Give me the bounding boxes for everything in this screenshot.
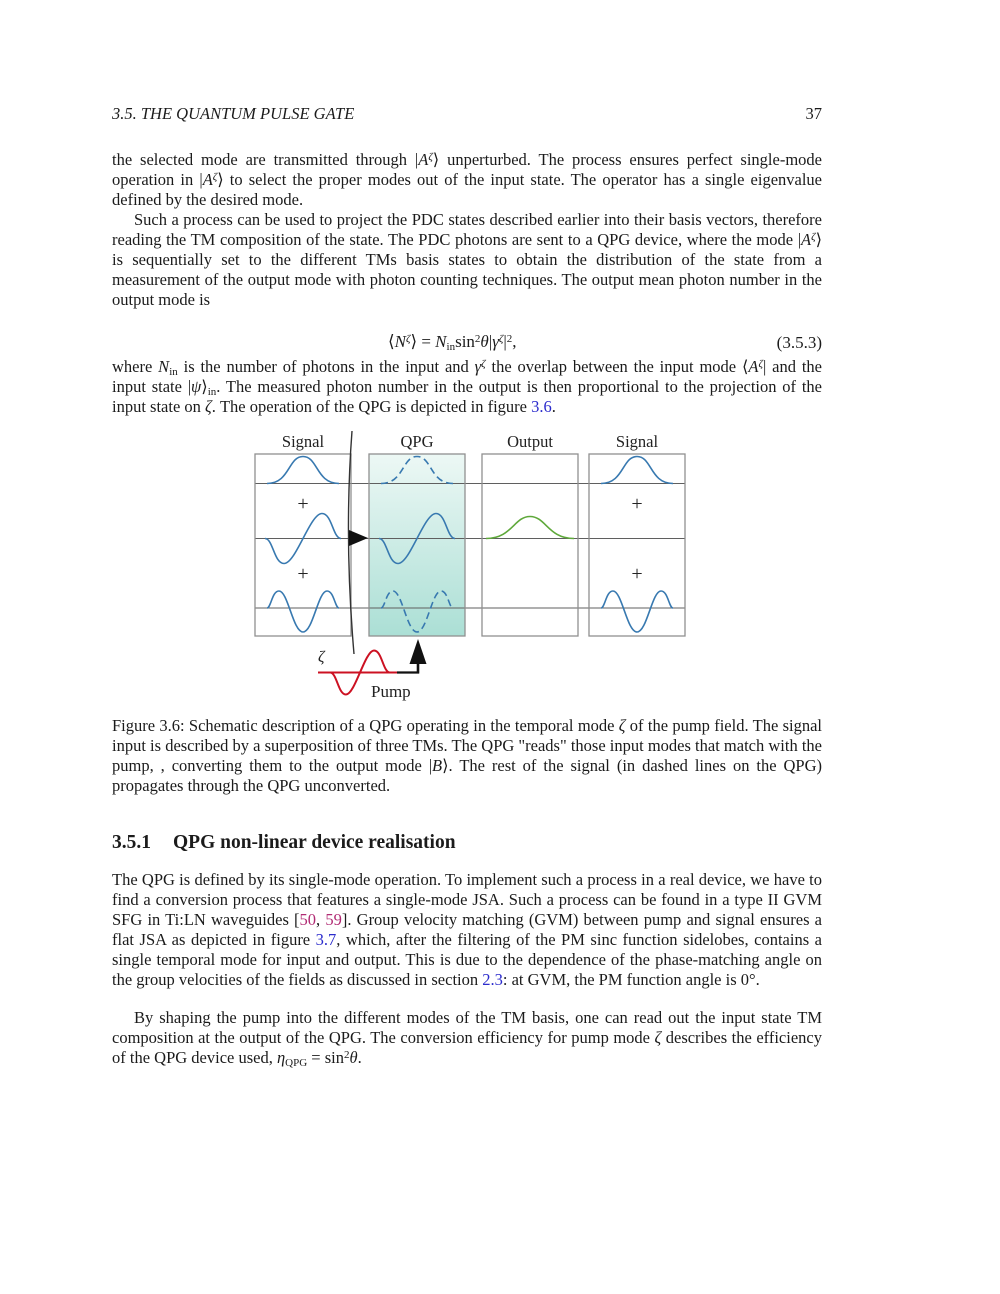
text-segment: ζ [811,230,816,243]
text-segment: A [801,229,812,249]
text-segment: The QPG is defined by its single-mode operation. To implement such a process in a real device, we have to find a conversion process that features a single-mode JSA. Such a process can be found in a type II GVM SFG in Ti:LN waveguides [ [112,870,822,929]
text-segment: describes the efficiency of the QPG device used, [112,1027,822,1067]
text-segment: in [207,385,217,398]
text-segment: N [158,357,170,376]
paragraph-5 [112,1008,822,1068]
text-segment: of the pump field. The signal input is described by a superposition of three TMs. The QPG "reads" those input modes that match with the pump, , converting them to the output mode | [112,716,822,775]
text-segment: . The measured photon number in the output is then proportional to the projection of the input state on [112,376,822,416]
panel-label-qpg: QPG [400,432,434,451]
text-segment: : at GVM, the PM function angle is 0°. [502,969,760,989]
text-segment: A [202,169,213,189]
text-segment: where [112,357,159,376]
pump-diagram [318,639,427,701]
output-waveform-green [486,517,574,539]
pump-arrowhead-icon [410,639,427,664]
hg2-waveform-input [267,591,339,632]
panel-label-signal-out: Signal [615,432,659,451]
pump-label: Pump [371,682,411,701]
text-segment: is the number of photons in the input and [177,357,475,376]
cross-reference-link[interactable]: 3.6 [531,396,552,416]
text-segment: the selected mode are transmitted through | [112,150,419,169]
text-segment: A [748,357,759,376]
text-segment: , [512,332,517,351]
text-segment: in [169,366,178,378]
text-segment: η [276,1047,286,1067]
text-segment: θ [480,332,489,351]
text-segment: sin [455,332,475,351]
signal-input-panel [255,454,351,636]
cross-reference-link[interactable]: 2.3 [482,969,503,989]
text-segment: N [435,332,447,351]
zeta-label: ζ [318,649,325,666]
text-segment: ζ [758,358,763,370]
header-section-title: 3.5. THE QUANTUM PULSE GATE [112,104,355,123]
header-page-number: 37 [805,104,822,123]
text-segment: ζ [405,333,411,345]
paragraph-4 [112,870,822,989]
text-segment: | [488,332,493,351]
text-segment: 2 [506,333,513,345]
plus-sign: + [631,563,643,585]
text-segment: ζ [428,151,433,163]
text-segment: ⟩ [201,376,208,396]
hg0-waveform-input [267,457,339,484]
text-segment: in [446,341,456,353]
text-segment: ζ [212,170,218,183]
section-number: 3.5.1 [112,832,151,853]
text-segment: . [551,396,556,416]
text-segment: ζ [654,1027,662,1047]
text-segment: | and the input state | [112,357,822,396]
text-segment: | [503,332,507,351]
plus-sign: + [297,493,309,515]
text-segment: 2 [343,1048,350,1061]
text-segment: ⟨ [388,332,395,351]
text-segment: A [418,150,429,169]
text-segment: θ [349,1047,358,1067]
text-segment: By shaping the pump into the different modes of the TM basis, one can read out the input state TM composition at the output of the QPG. The conversion efficiency for pump mode [112,1008,822,1047]
citation-link[interactable]: 59 [325,909,342,929]
text-segment: ζ [205,396,212,416]
equation-number: (3.5.3) [776,333,822,352]
output-panel [482,454,578,636]
text-segment: QPG [285,1056,308,1069]
hg0-waveform-output-signal [601,457,673,484]
input-arrowhead-icon [349,530,368,546]
text-segment: . The operation of the QPG is depicted in figure [211,396,532,416]
text-segment: , [316,909,326,929]
figure-caption [112,716,822,796]
section-heading [112,831,822,855]
section-title: QPG non-linear device realisation [173,832,456,853]
panel-label-signal-in: Signal [281,432,325,451]
plus-sign: + [631,493,643,515]
text-segment: ⟩ = [410,332,436,351]
text-segment: the overlap between the input mode ⟨ [485,357,749,376]
text-segment: = sin [307,1047,344,1067]
text-segment: ⟩. The rest of the signal (in dashed lines on the QPG) propagates through the QPG unconverted. [112,755,822,795]
panel-label-output: Output [507,432,553,451]
text-segment: ζ [481,358,486,370]
text-segment: Such a process can be used to project the PDC states described earlier into their basis vectors, therefore reading the TM composition of the state. The PDC photons are sent to a QPG device, where the mode | [112,210,822,249]
text-segment: ⟩ to select the proper modes out of the input state. The operator has a single eigenvalue defined by the desired mode. [112,169,822,209]
qpg-panel-background [369,454,465,636]
text-segment: . [357,1047,362,1067]
text-segment: γ [474,357,482,376]
text-segment: , which, after the filtering of the PM sinc function sidelobes, contains a single temporal mode for input and output. This is due to the dependence of the phase-matching angle on the group velocities of the fields as discussed in section [112,929,822,989]
hg2-waveform-output-signal [601,591,673,632]
text-segment: N [394,332,406,351]
text-segment: Figure 3.6: Schematic description of a QPG operating in the temporal mode [112,716,619,735]
text-segment: ⟩ is sequentially set to the different TMs basis states to obtain the distribution of the state from a measurement of the output mode with photon counting techniques. The output mean photon number in the output mode is [112,229,822,309]
citation-link[interactable]: 50 [299,909,317,929]
text-segment: ]. Group velocity matching (GVM) between pump and signal ensures a flat JSA as depicted in figure [112,909,823,949]
text-segment: γ [492,332,499,351]
text-segment: ⟩ unperturbed. The process ensures perfect single-mode operation in | [112,150,822,189]
cross-reference-link[interactable]: 3.7 [315,929,337,949]
text-segment: ψ [191,376,202,396]
text-segment: 2 [474,333,481,345]
text-segment: ζ [498,333,504,345]
signal-output-panel [589,454,685,636]
text-segment: B [432,755,443,775]
plus-sign: + [297,563,309,585]
text-segment: ζ [618,716,626,735]
